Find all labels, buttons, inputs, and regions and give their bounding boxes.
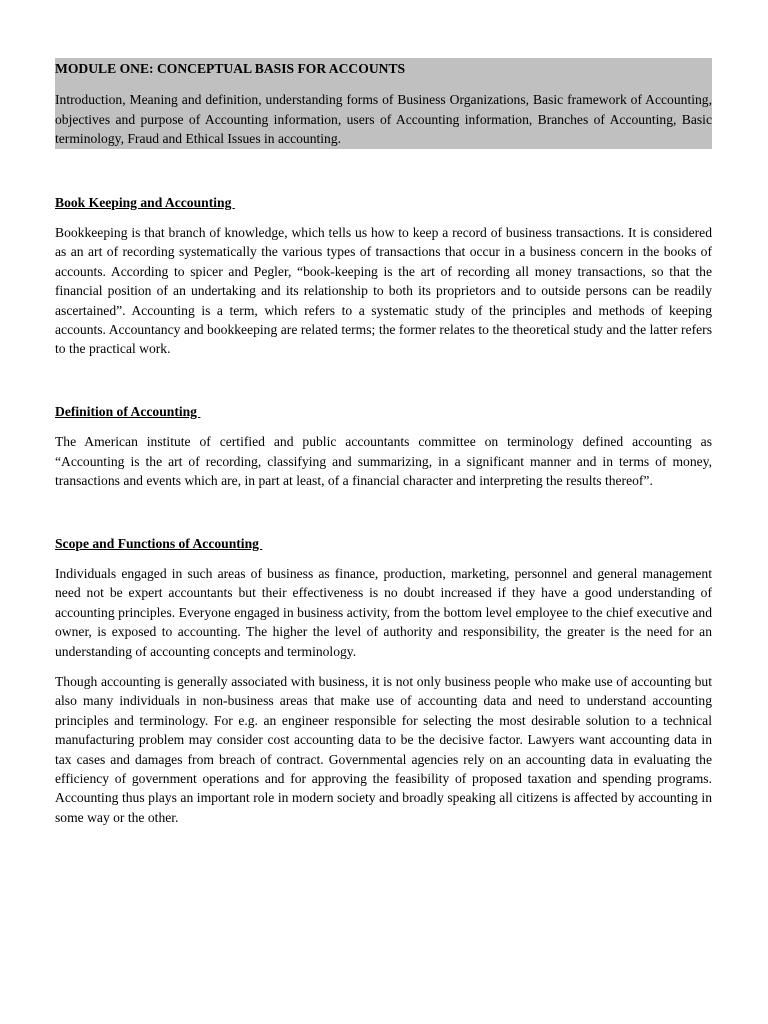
- section-heading: Scope and Functions of Accounting: [55, 535, 263, 551]
- section-heading: Definition of Accounting: [55, 403, 201, 419]
- section-paragraph: Individuals engaged in such areas of business as finance, production, marketing, personnel and general management need not be expert accountants but their effectiveness is no doubt increased if they have a good understanding of accounting principles. Everyone engaged in business activity, from the bottom level employee to the chief executive and owner, is exposed to accounting. The higher the level of authority and responsibility, the greater is the need for an understanding of accounting concepts and terminology.: [55, 565, 712, 659]
- section-definition: [55, 402, 712, 491]
- section-paragraph: The American institute of certified and public accountants committee on terminology defined accounting as “Accounting is the art of recording, classifying and summarizing, in a significant manner and in terms of money, transactions and events which are, in part at least, of a financial character and interpreting the results thereof”.: [55, 434, 712, 489]
- module-title: MODULE ONE: CONCEPTUAL BASIS FOR ACCOUNTS: [55, 61, 406, 76]
- module-intro-text: Introduction, Meaning and definition, understanding forms of Business Organizations, Basic framework of Accounting, objectives and purpose of Accounting information, users of Accounting information, Branches of Accounting, Basic terminology, Fraud and Ethical Issues in accounting.: [55, 92, 712, 147]
- document-page: [55, 58, 712, 827]
- section-scope-functions: [55, 534, 712, 828]
- section-book-keeping: [55, 193, 712, 359]
- module-summary-box: [55, 58, 712, 149]
- section-paragraph: Bookkeeping is that branch of knowledge, which tells us how to keep a record of business transactions. It is considered as an art of recording systematically the various types of transactions that occur in a business concern in the books of accounts. According to spicer and Pegler, “book-keeping is the art of recording all money transactions, so that the financial position of an undertaking and its relationship to both its proprietors and to outside persons can be readily ascertained”. Accounting is a term, which refers to a systematic study of the principles and methods of keeping accounts. Accountancy and bookkeeping are related terms; the former relates to the theoretical study and the latter refers to the practical work.: [55, 225, 712, 357]
- section-paragraph: Though accounting is generally associated with business, it is not only business people who make use of accounting but also many individuals in non-business areas that make use of accounting data and need to understand accounting principles and terminology. For e.g. an engineer responsible for selecting the most desirable solution to a technical manufacturing problem may consider cost accounting data to be the decisive factor. Lawyers want accounting data in tax cases and damages from breach of contract. Governmental agencies rely on an accounting data in evaluating the efficiency of government operations and for approving the feasibility of proposed taxation and spending programs. Accounting thus plays an important role in modern society and broadly speaking all citizens is affected by accounting in some way or the other.: [55, 673, 712, 825]
- section-heading: Book Keeping and Accounting: [55, 194, 235, 210]
